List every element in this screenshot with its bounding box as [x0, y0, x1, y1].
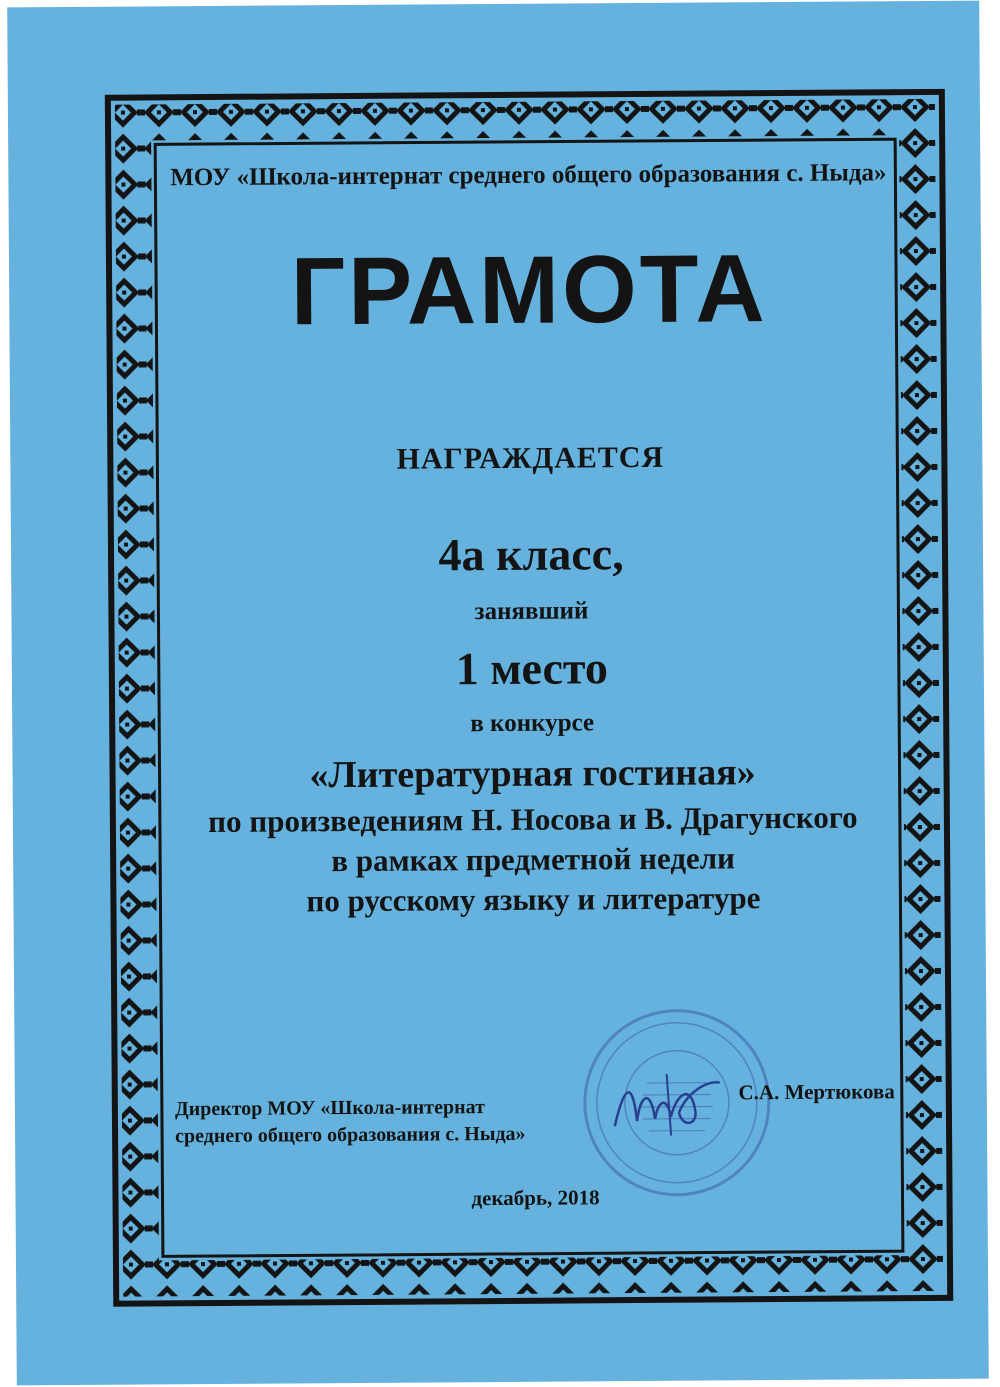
certificate-date: декабрь, 2018: [471, 1185, 600, 1211]
took-label: занявший: [474, 597, 589, 626]
director-signature: [607, 1062, 728, 1143]
contest-line-1: по произведениям Н. Носова и В. Драгунского: [208, 799, 858, 840]
place: 1 место: [455, 642, 609, 695]
director-name: С.А. Мертюкова: [738, 1079, 895, 1105]
director-title: [175, 1094, 526, 1150]
certificate-content: [138, 101, 926, 1286]
director-title-line-2: среднего общего образования с. Ныда»: [175, 1122, 526, 1148]
director-title-line-1: Директор МОУ «Школа-интернат: [174, 1096, 485, 1121]
recipient: 4а класс,: [438, 528, 624, 581]
contest-line-2: в рамках предметной недели: [331, 840, 736, 879]
awarded-label: НАГРАЖДАЕТСЯ: [396, 440, 665, 476]
contest-line-3: по русскому языку и литературе: [306, 880, 761, 919]
certificate-title: ГРАМОТА: [290, 235, 769, 346]
certificate-paper: [7, 1, 989, 1386]
school-header: МОУ «Школа-интернат среднего общего образования с. Ныда»: [170, 159, 887, 192]
contest-name: «Литературная гостиная»: [309, 751, 756, 797]
contest-prefix: в конкурсе: [470, 709, 595, 738]
